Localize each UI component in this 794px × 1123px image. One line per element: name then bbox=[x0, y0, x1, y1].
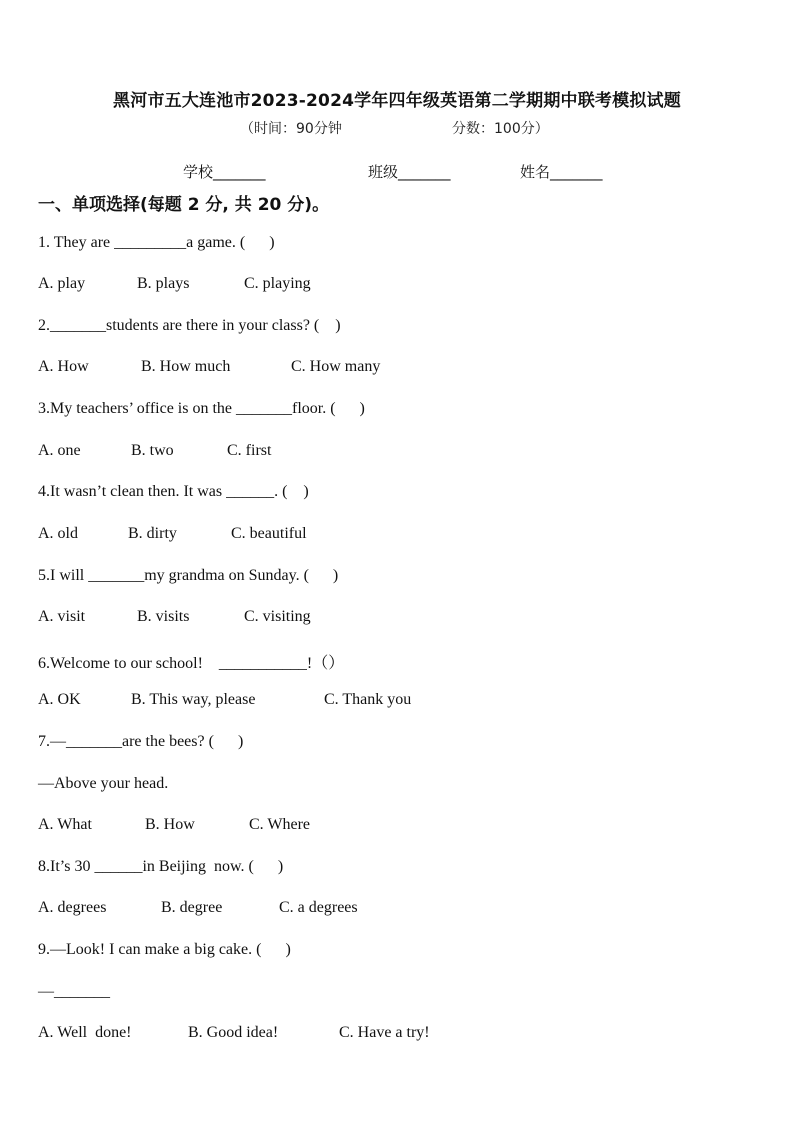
question-6-stem: 6.Welcome to our school! ___________!（） bbox=[38, 655, 345, 672]
question-5-option-c: C. visiting bbox=[244, 608, 311, 625]
question-4-option-a: A. old bbox=[38, 525, 78, 542]
question-9-option-a: A. Well done! bbox=[38, 1024, 132, 1041]
question-8-option-c: C. a degrees bbox=[279, 899, 358, 916]
question-8-option-a: A. degrees bbox=[38, 899, 107, 916]
question-2-stem: 2._______students are there in your class? ( ) bbox=[38, 317, 341, 334]
question-9-option-c: C. Have a try! bbox=[339, 1024, 430, 1041]
question-3-option-c: C. first bbox=[227, 442, 272, 459]
question-8-stem: 8.It’s 30 ______in Beijing now. ( ) bbox=[38, 858, 284, 875]
question-4-option-b: B. dirty bbox=[128, 525, 177, 542]
question-5-option-b: B. visits bbox=[137, 608, 190, 625]
question-3-option-a: A. one bbox=[38, 442, 81, 459]
question-7-reply: —Above your head. bbox=[38, 775, 169, 792]
question-6-option-a: A. OK bbox=[38, 691, 81, 708]
question-4-option-c: C. beautiful bbox=[231, 525, 307, 542]
class-field: 班级_______ bbox=[368, 163, 451, 181]
question-1-option-c: C. playing bbox=[244, 275, 311, 292]
total-score: 分数：100分） bbox=[452, 121, 549, 137]
question-4-stem: 4.It wasn’t clean then. It was ______. ( ) bbox=[38, 483, 309, 500]
question-7-option-b: B. How bbox=[145, 816, 195, 833]
question-2-option-a: A. How bbox=[38, 358, 89, 375]
question-5-stem: 5.I will _______my grandma on Sunday. ( ) bbox=[38, 567, 339, 584]
question-5-option-a: A. visit bbox=[38, 608, 86, 625]
question-6-option-c: C. Thank you bbox=[324, 691, 412, 708]
question-6-option-b: B. This way, please bbox=[131, 691, 256, 708]
question-2-option-c: C. How many bbox=[291, 358, 381, 375]
section-title: 一、单项选择(每题 2 分, 共 20 分)。 bbox=[38, 195, 330, 215]
question-1-option-a: A. play bbox=[38, 275, 86, 292]
page-title: 黑河市五大连池市2023-2024学年四年级英语第二学期期中联考模拟试题 bbox=[113, 91, 681, 111]
question-1-stem: 1. They are _________a game. ( ) bbox=[38, 234, 275, 251]
time-limit: （时间：90分钟 bbox=[240, 121, 342, 137]
name-field: 姓名_______ bbox=[520, 163, 603, 181]
question-1-option-b: B. plays bbox=[137, 275, 190, 292]
question-2-option-b: B. How much bbox=[141, 358, 231, 375]
question-7-option-a: A. What bbox=[38, 816, 92, 833]
question-9-option-b: B. Good idea! bbox=[188, 1024, 279, 1041]
question-9-reply: —_______ bbox=[38, 983, 110, 1000]
question-3-stem: 3.My teachers’ office is on the _______floor. ( ) bbox=[38, 400, 365, 417]
question-8-option-b: B. degree bbox=[161, 899, 223, 916]
exam-meta bbox=[240, 118, 660, 138]
question-7-option-c: C. Where bbox=[249, 816, 311, 833]
question-7-stem: 7.—_______are the bees? ( ) bbox=[38, 733, 244, 750]
school-field: 学校_______ bbox=[183, 163, 266, 181]
question-9-stem: 9.—Look! I can make a big cake. ( ) bbox=[38, 941, 291, 958]
question-3-option-b: B. two bbox=[131, 442, 174, 459]
